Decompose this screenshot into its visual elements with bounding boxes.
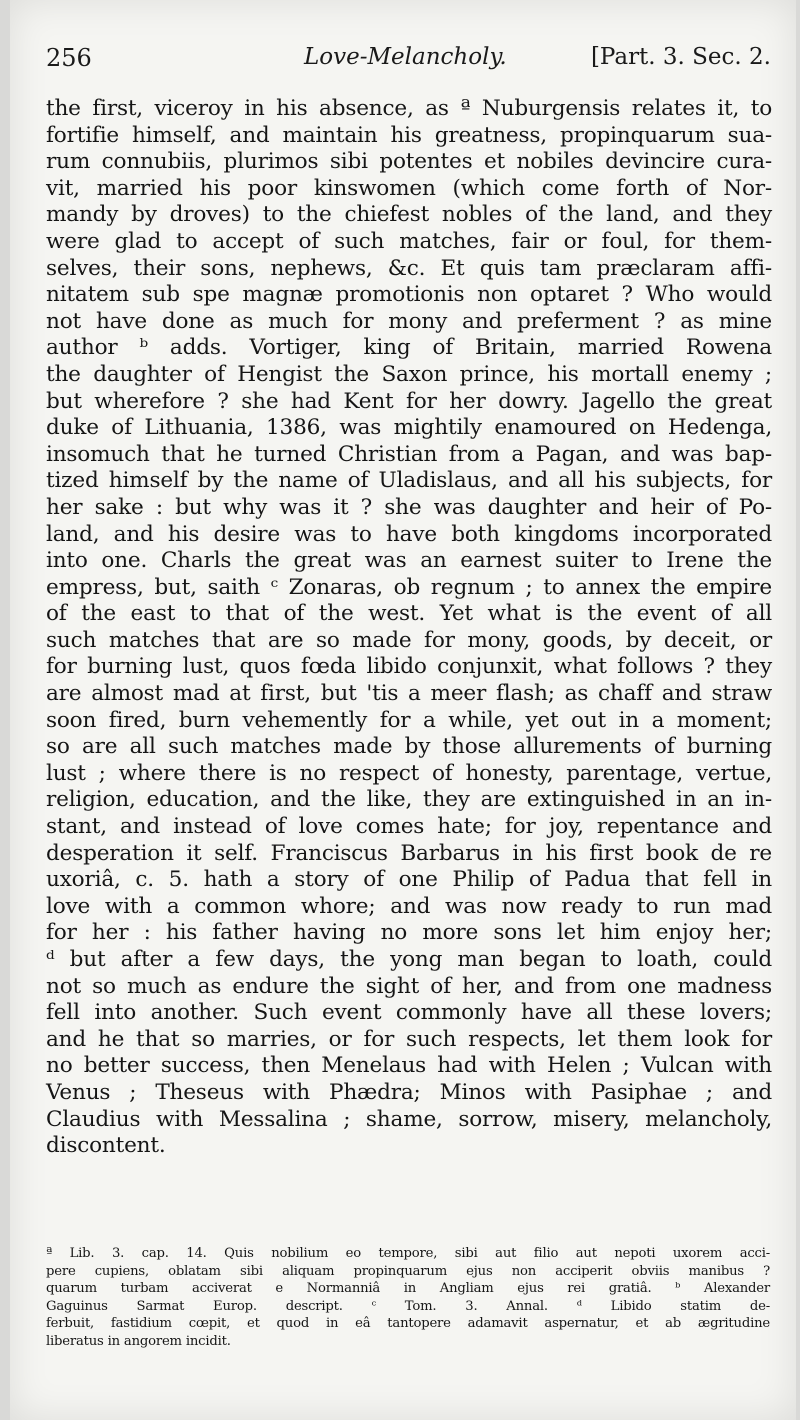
body-line: Claudius with Messalina ; shame, sorrow, misery, melancholy, [46,1106,772,1132]
body-line: not so much as endure the sight of her, and from one madness [46,973,772,999]
body-line: and he that so marries, or for such respects, let them look for [46,1026,772,1052]
section-reference: [Part. 3. Sec. 2. [590,44,771,70]
body-text [46,96,772,1160]
footnote-line: Gaguinus Sarmat Europ. descript. ᶜ Tom. 3. Annal. ᵈ Libido statim de- [46,1298,770,1314]
body-line: the daughter of Hengist the Saxon prince, his mortall enemy ; [46,361,772,387]
body-line: for her : his father having no more sons let him enjoy her; [46,920,772,946]
body-line: desperation it self. Franciscus Barbarus in his first book de re [46,840,772,866]
body-line: the first, viceroy in his absence, as ª Nuburgensis relates it, to [46,96,772,121]
body-line: insomuch that he turned Christian from a Pagan, and was bap- [46,441,772,467]
footnote-line: ferbuit, fastidium cœpit, et quod in eâ tantopere adamavit aspernatur, et ab ægritudine [46,1316,770,1331]
body-line: discontent. [46,1133,166,1159]
body-line: fell into another. Such event commonly have all these lovers; [46,1000,772,1026]
body-line: of the east to that of the west. Yet what is the event of all [46,601,772,627]
body-line: lust ; where there is no respect of honesty, parentage, vertue, [46,760,772,786]
body-line: for burning lust, quos fœda libido conjunxit, what follows ? they [46,654,772,680]
body-line: soon fired, burn vehemently for a while, yet out in a moment; [46,707,772,733]
body-line: love with a common whore; and was now ready to run mad [46,893,772,919]
footnote-line: quarum turbam acciverat e Normanniâ in Angliam ejus rei gratiâ. ᵇ Alexander [46,1281,770,1296]
body-line: into one. Charls the great was an earnest suiter to Irene the [46,548,772,574]
body-line: nitatem sub spe magnæ promotionis non optaret ? Who would [46,282,772,308]
body-line: Venus ; Theseus with Phædra; Minos with Pasiphae ; and [46,1079,772,1105]
book-page [10,0,796,1420]
body-line: tized himself by the name of Uladislaus, and all his subjects, for [46,468,772,494]
running-title: Love-Melancholy. [304,44,507,70]
body-line: rum connubiis, plurimos sibi potentes et nobiles devincire cura- [46,149,772,175]
body-line: were glad to accept of such matches, fair or foul, for them- [46,228,772,254]
body-line: empress, but, saith ᶜ Zonaras, ob regnum ; to annex the empire [46,574,772,600]
body-line: are almost mad at first, but 'tis a meer flash; as chaff and straw [46,681,772,707]
body-line: mandy by droves) to the chiefest nobles of the land, and they [46,202,772,228]
footnote-line: pere cupiens, oblatam sibi aliquam propinquarum ejus non acciperit obviis manibus ? [46,1263,770,1279]
footnote-line: ª Lib. 3. cap. 14. Quis nobilium eo tempore, sibi aut filio aut nepoti uxorem acci- [46,1246,770,1261]
body-line: land, and his desire was to have both kingdoms incorporated [46,521,772,547]
body-line: but wherefore ? she had Kent for her dowry. Jagello the great [46,388,772,414]
body-line: such matches that are so made for mony, goods, by deceit, or [46,627,772,653]
body-line: her sake : but why was it ? she was daughter and heir of Po- [46,494,772,520]
body-line: fortifie himself, and maintain his greatness, propinquarum sua- [46,122,772,148]
running-header [46,44,771,84]
body-line: not have done as much for mony and preferment ? as mine [46,308,772,334]
page-number: 256 [46,44,92,72]
body-line: author ᵇ adds. Vortiger, king of Britain, married Rowena [46,335,772,361]
body-line: uxoriâ, c. 5. hath a story of one Philip of Padua that fell in [46,867,772,893]
footnotes [46,1245,770,1350]
body-line: duke of Lithuania, 1386, was mightily enamoured on Hedenga, [46,415,772,441]
footnote-line: liberatus in angorem incidit. [46,1333,231,1349]
body-line: religion, education, and the like, they are extinguished in an in- [46,787,772,813]
body-line: vit, married his poor kinswomen (which come forth of Nor- [46,175,772,201]
body-line: stant, and instead of love comes hate; for joy, repentance and [46,814,772,840]
body-line: no better success, then Menelaus had with Helen ; Vulcan with [46,1053,772,1079]
body-line: selves, their sons, nephews, &c. Et quis tam præclaram affi- [46,255,772,281]
body-line: ᵈ but after a few days, the yong man began to loath, could [46,947,772,972]
body-line: so are all such matches made by those allurements of burning [46,734,772,760]
